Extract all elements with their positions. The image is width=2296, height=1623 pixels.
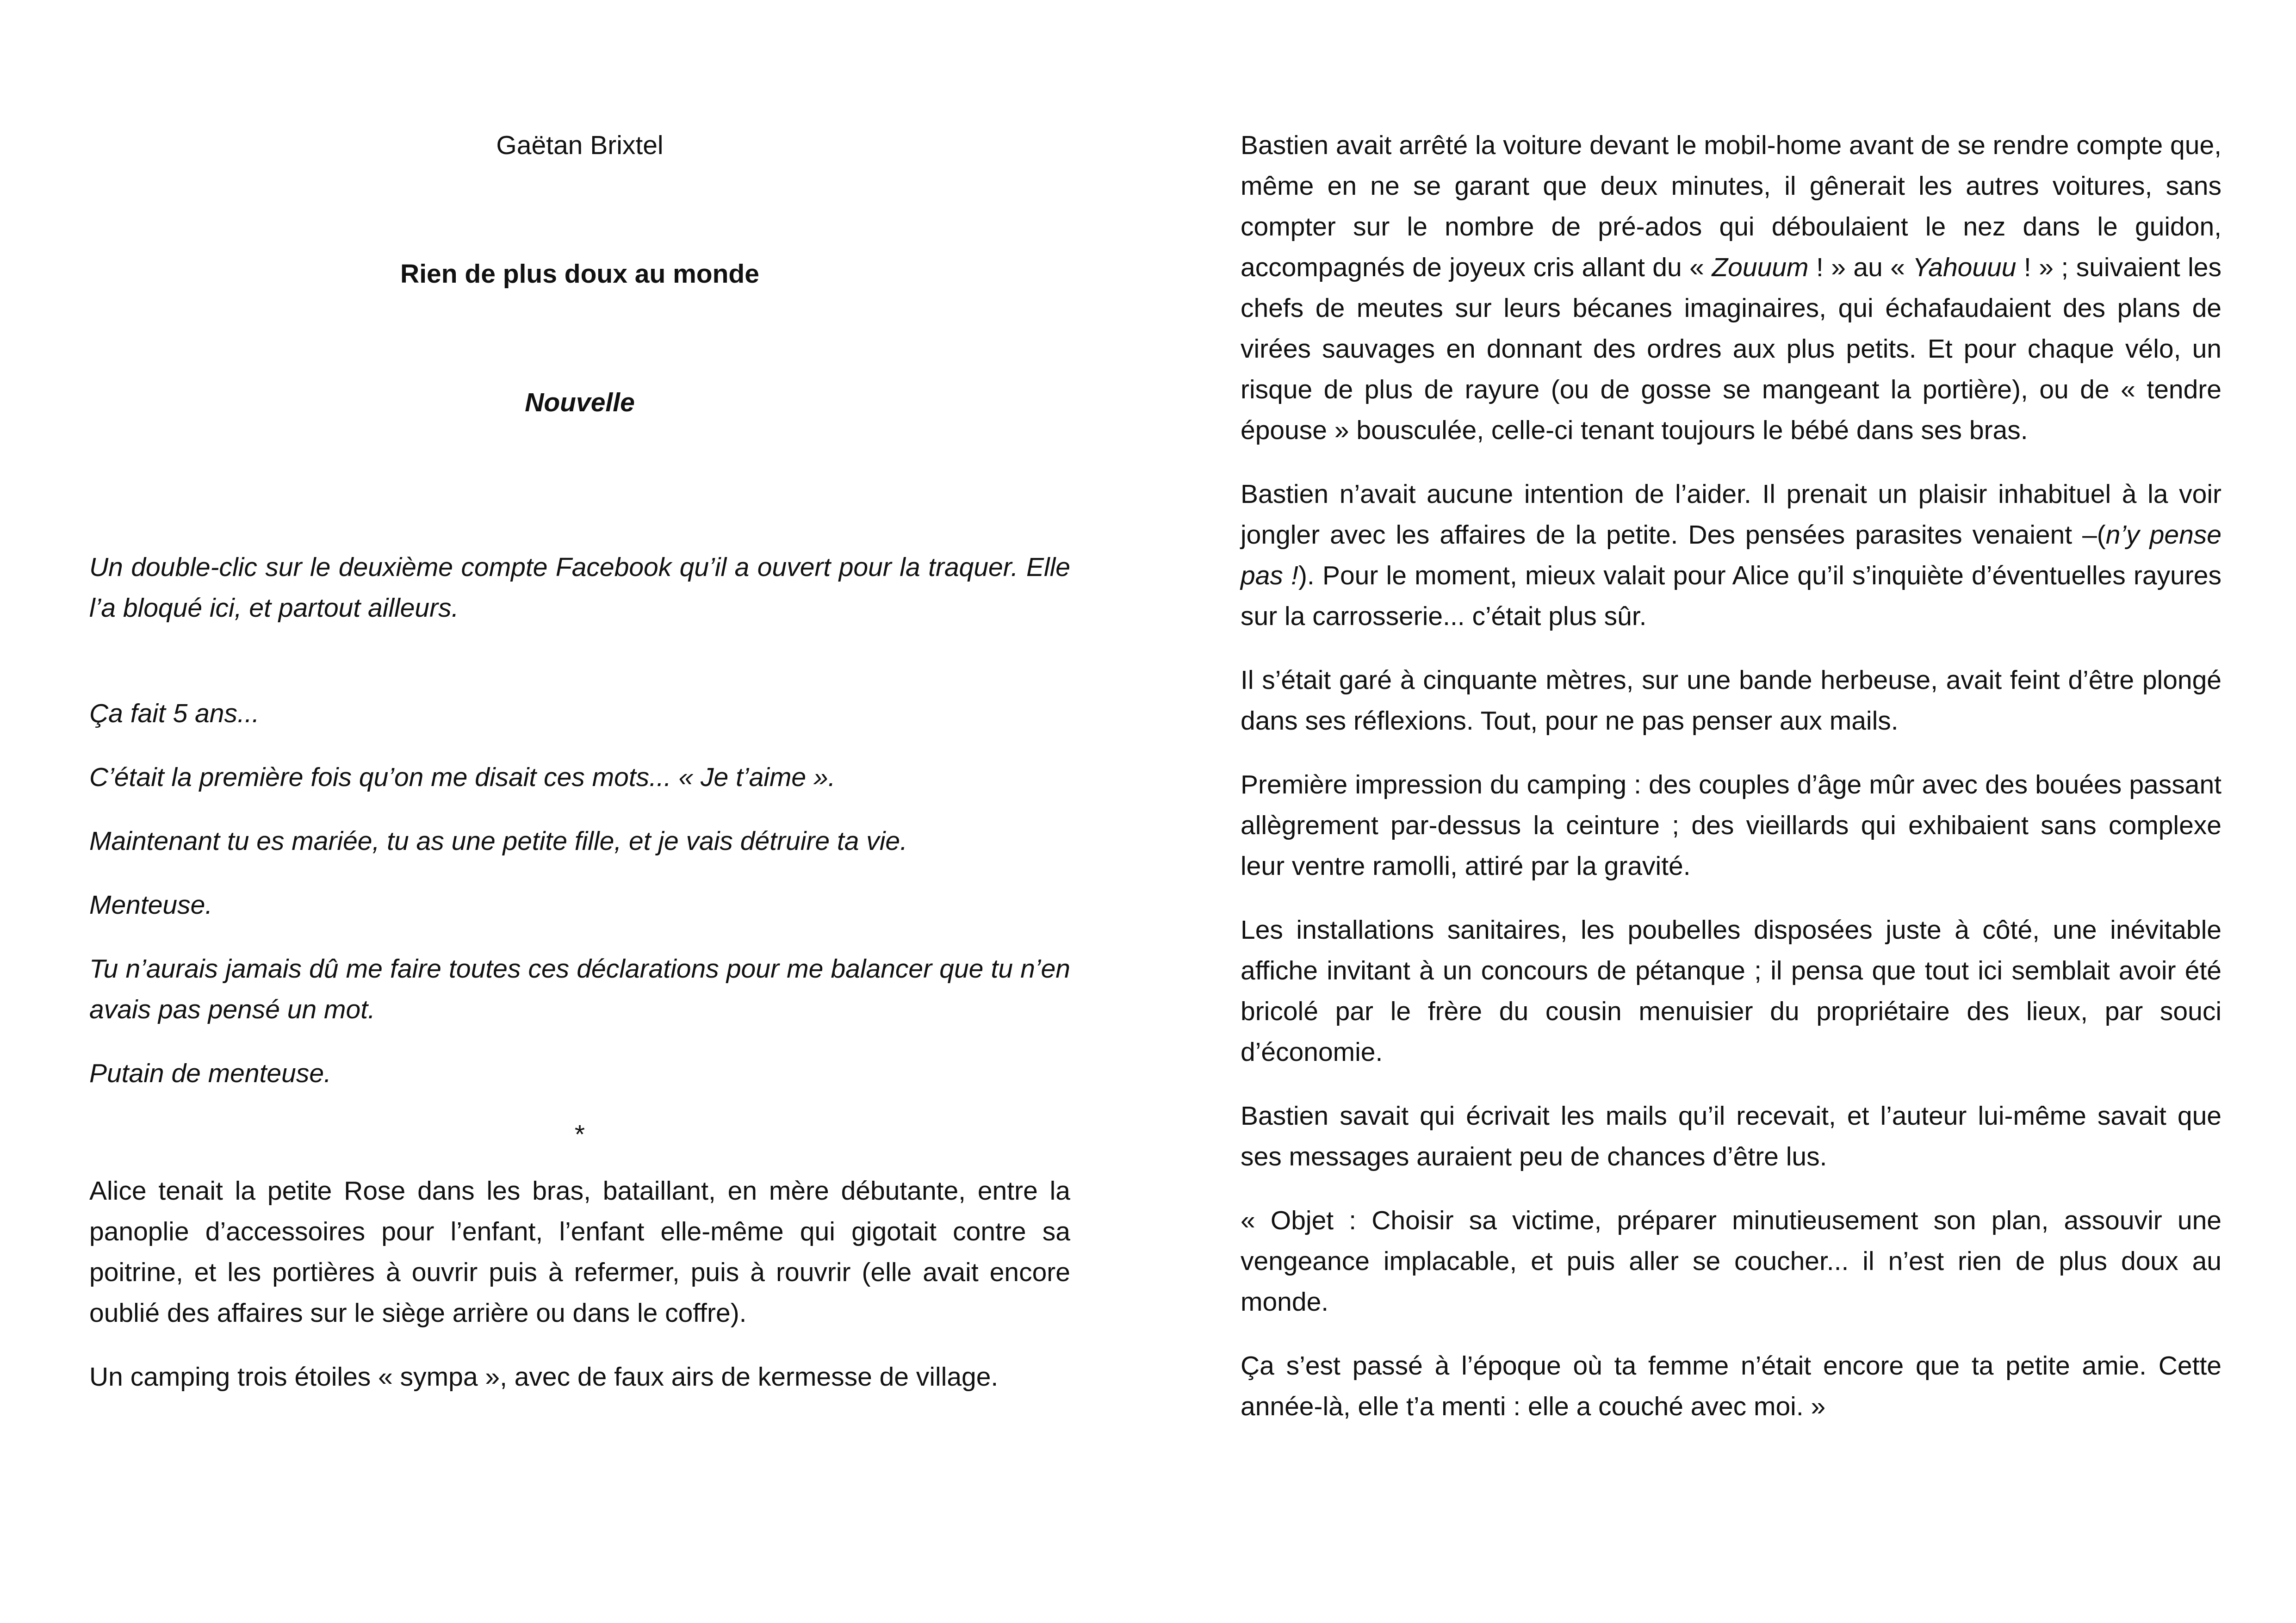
- body-paragraph: Première impression du camping : des couples d’âge mûr avec des bouées passant allègrement par-dessus la ceinture ; des vieillards qui exhibaient sans complexe leur ventre ramolli, attiré par la gravité.: [1241, 770, 2222, 881]
- italic-text: Yahouuu: [1912, 253, 2017, 282]
- italic-line: Ça fait 5 ans...: [89, 699, 260, 728]
- italic-text: n’y pense pas !: [1241, 520, 2222, 590]
- italic-line: Menteuse.: [89, 890, 213, 920]
- story-title: Rien de plus doux au monde: [400, 259, 759, 289]
- body-paragraph: [1241, 474, 2222, 637]
- body-paragraph: Ça s’est passé à l’époque où ta femme n’était encore que ta petite amie. Cette année-là, elle t’a menti : elle a couché avec moi. »: [1241, 1351, 2222, 1421]
- text-run: ). Pour le moment, mieux valait pour Alice qu’il s’inquiète d’éventuelles rayures sur la carrosserie... c’était plus sûr.: [1241, 561, 2222, 631]
- text-run: ! » ; suivaient les chefs de meutes sur leurs bécanes imaginaires, qui échafaudaient des plans de virées sauvages en donnant des ordres aux plus petits. Et pour chaque vélo, un risque de plus de rayure (ou de gosse se mangeant la portière), ou de « tendre épouse » bousculée, celle-ci tenant toujours le bébé dans ses bras.: [1241, 253, 2222, 445]
- left-text-column: [89, 125, 1070, 1420]
- section-separator: *: [574, 1120, 585, 1149]
- italic-line: Putain de menteuse.: [89, 1059, 331, 1088]
- author-name: Gaëtan Brixtel: [496, 130, 664, 160]
- genre-label: Nouvelle: [525, 388, 635, 417]
- italic-line: Maintenant tu es mariée, tu as une petite fille, et je vais détruire ta vie.: [89, 826, 907, 856]
- text-run: Bastien avait arrêté la voiture devant le mobil-home avant de se rendre compte que, même en ne se garant que deux minutes, il gênerait les autres voitures, sans compter sur le nombre de pré-ados qui déboulaient le nez dans le guidon, accompagnés de joyeux cris allant du «: [1241, 130, 2222, 282]
- body-paragraph: [1241, 125, 2222, 451]
- text-run: Bastien n’avait aucune intention de l’aider. Il prenait un plaisir inhabituel à la voir jongler avec les affaires de la petite. Des pensées parasites venaient –(: [1241, 479, 2222, 550]
- right-page: [1148, 0, 2296, 1623]
- body-paragraph: Il s’était garé à cinquante mètres, sur une bande herbeuse, avait feint d’être plongé dans ses réflexions. Tout, pour ne pas penser aux mails.: [1241, 665, 2222, 736]
- right-text-column: [1241, 125, 2222, 1450]
- body-paragraph: « Objet : Choisir sa victime, préparer minutieusement son plan, assouvir une vengeance implacable, et puis aller se coucher... il n’est rien de plus doux au monde.: [1241, 1206, 2222, 1317]
- body-paragraph: Bastien savait qui écrivait les mails qu’il recevait, et l’auteur lui-même savait que ses messages auraient peu de chances d’être lus.: [1241, 1101, 2222, 1171]
- intro-paragraph: Un double-clic sur le deuxième compte Facebook qu’il a ouvert pour la traquer. Elle l’a bloqué ici, et partout ailleurs.: [89, 552, 1070, 623]
- italic-line: Tu n’aurais jamais dû me faire toutes ces déclarations pour me balancer que tu n’en avais pas pensé un mot.: [89, 954, 1070, 1024]
- italic-text: Zouuum: [1712, 253, 1809, 282]
- text-run: ! » au «: [1808, 253, 1913, 282]
- body-paragraph: Alice tenait la petite Rose dans les bras, bataillant, en mère débutante, entre la panoplie d’accessoires pour l’enfant, l’enfant elle-même qui gigotait contre sa poitrine, et les portières à ouvrir puis à refermer, puis à rouvrir (elle avait encore oublié des affaires sur le siège arrière ou dans le coffre).: [89, 1176, 1070, 1328]
- italic-line: C’était la première fois qu’on me disait ces mots... « Je t’aime ».: [89, 762, 836, 792]
- body-paragraph: Un camping trois étoiles « sympa », avec de faux airs de kermesse de village.: [89, 1362, 999, 1392]
- body-paragraph: Les installations sanitaires, les poubelles disposées juste à côté, une inévitable affiche invitant à un concours de pétanque ; il pensa que tout ici semblait avoir été bricolé par le frère du cousin menuisier du propriétaire des lieux, par souci d’économie.: [1241, 915, 2222, 1067]
